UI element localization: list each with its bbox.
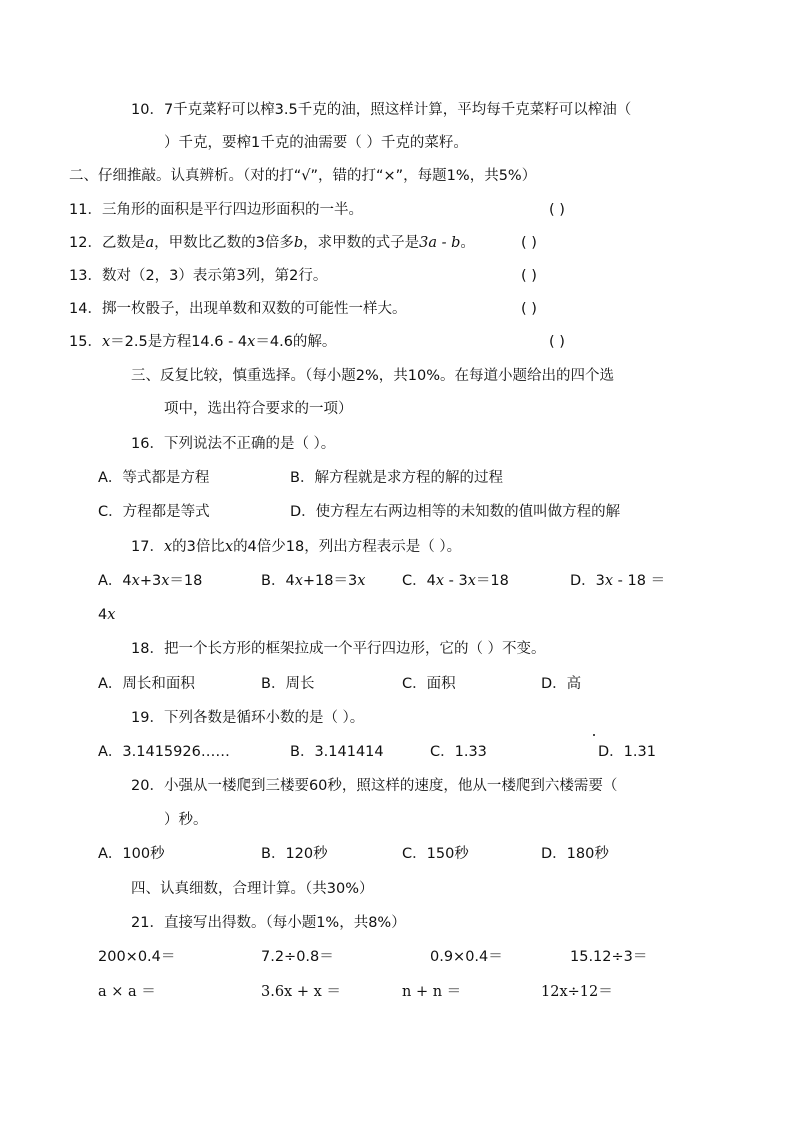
calc-item: 12x÷12＝ (541, 984, 613, 1000)
q19-option-b[interactable]: B．3.141414 (290, 744, 384, 760)
q20-option-a[interactable]: A．100秒 (98, 846, 165, 862)
q10-line2: ）千克，要榨1千克的油需要（ ）千克的菜籽。 (164, 135, 468, 151)
q17-option-c[interactable]: C．4x - 3x＝18 (402, 573, 509, 589)
q19-option-d[interactable]: D．1.31 (598, 744, 656, 760)
q18-option-d[interactable]: D．高 (541, 676, 582, 692)
q17-option-b[interactable]: B．4x+18＝3x (261, 573, 366, 589)
section4-title: 四、认真细数，合理计算。（共30%） (131, 881, 374, 897)
calc-item: 0.9×0.4＝ (430, 949, 503, 965)
section3-title-line1: 三、反复比较，慎重选择。（每小题2%，共10%。在每道小题给出的四个选 (131, 368, 614, 384)
q11-answer-paren[interactable]: ( ) (549, 202, 565, 218)
calc-item: 15.12÷3＝ (570, 949, 648, 965)
q15-text: 15．x＝2.5是方程14.6 - 4x＝4.6的解。 (69, 334, 337, 350)
q18-option-b[interactable]: B．周长 (261, 676, 315, 692)
q16-option-b[interactable]: B．解方程就是求方程的解的过程 (290, 470, 503, 486)
q12-text: 12．乙数是a，甲数比乙数的3倍多b，求甲数的式子是3a - b。 (69, 235, 475, 251)
section3-title-line2: 项中，选出符合要求的一项） (164, 401, 353, 417)
q16-option-a[interactable]: A．等式都是方程 (98, 470, 210, 486)
q19-option-a[interactable]: A．3.1415926…… (98, 744, 230, 760)
q14-text: 14．掷一枚骰子，出现单数和双数的可能性一样大。 (69, 301, 407, 317)
q16-option-d[interactable]: D．使方程左右两边相等的未知数的值叫做方程的解 (290, 504, 621, 520)
q13-answer-paren[interactable]: ( ) (521, 268, 537, 284)
q16-stem: 16．下列说法不正确的是（ ）。 (131, 436, 336, 452)
calc-item: 7.2÷0.8＝ (261, 949, 334, 965)
calc-item: 200×0.4＝ (98, 949, 176, 965)
q20-option-c[interactable]: C．150秒 (402, 846, 469, 862)
q19-stem: 19．下列各数是循环小数的是（ ）。 (131, 710, 365, 726)
calc-item: n + n ＝ (402, 984, 462, 1000)
q21-stem: 21．直接写出得数。（每小题1%，共8%） (131, 915, 406, 931)
calc-item: 3.6x + x ＝ (261, 984, 341, 1000)
q10-line1: 10．7千克菜籽可以榨3.5千克的油，照这样计算，平均每千克菜籽可以榨油（ (131, 102, 632, 118)
calc-item: a × a ＝ (98, 984, 156, 1000)
q17-stem: 17．x的3倍比x的4倍少18，列出方程表示是（ ）。 (131, 539, 462, 555)
q20-option-b[interactable]: B．120秒 (261, 846, 328, 862)
section2-title: 二、仔细推敲。认真辨析。（对的打“√”，错的打“×”，每题1%，共5%） (69, 168, 537, 184)
q16-option-c[interactable]: C．方程都是等式 (98, 504, 210, 520)
q14-answer-paren[interactable]: ( ) (521, 301, 537, 317)
q17-option-d[interactable]: D．3x - 18 ＝ (570, 573, 666, 589)
q18-stem: 18．把一个长方形的框架拉成一个平行四边形，它的（ ）不变。 (131, 641, 546, 657)
q20-line2: ）秒。 (164, 812, 208, 828)
q18-option-c[interactable]: C．面积 (402, 676, 456, 692)
q12-answer-paren[interactable]: ( ) (521, 235, 537, 251)
repeating-decimal-dot (593, 734, 595, 736)
q20-option-d[interactable]: D．180秒 (541, 846, 609, 862)
q15-answer-paren[interactable]: ( ) (549, 334, 565, 350)
q18-option-a[interactable]: A．周长和面积 (98, 676, 195, 692)
q17-option-d-continued: 4x (98, 607, 116, 623)
q11-text: 11．三角形的面积是平行四边形面积的一半。 (69, 202, 363, 218)
q17-option-a[interactable]: A．4x+3x＝18 (98, 573, 203, 589)
q20-line1: 20．小强从一楼爬到三楼要60秒，照这样的速度，他从一楼爬到六楼需要（ (131, 778, 618, 794)
q19-option-c[interactable]: C．1.33 (430, 744, 487, 760)
q13-text: 13．数对（2，3）表示第3列，第2行。 (69, 268, 328, 284)
